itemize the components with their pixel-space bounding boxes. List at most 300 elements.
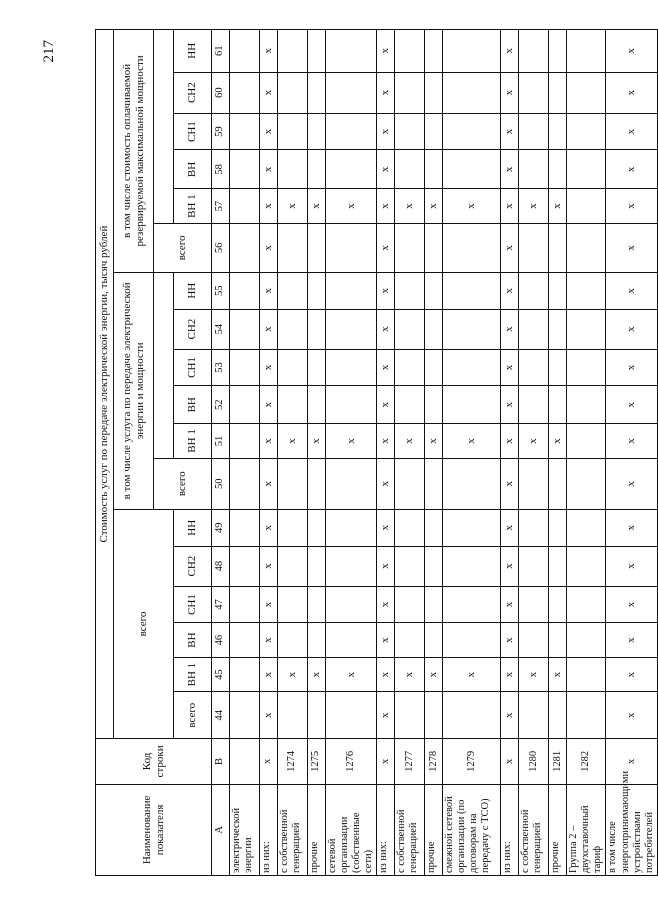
- table-cell: х: [308, 424, 326, 459]
- table-cell: [278, 309, 308, 349]
- row-name: из них:: [377, 784, 395, 875]
- table-cell: х: [501, 657, 519, 692]
- table-cell: [549, 586, 567, 623]
- table-cell: [395, 309, 425, 349]
- table-cell: [443, 349, 501, 386]
- table-cell: [519, 150, 549, 189]
- row-code: 1274: [278, 739, 308, 785]
- table-cell: х: [260, 272, 278, 309]
- table-cell: [278, 72, 308, 113]
- table-cell: [549, 349, 567, 386]
- header-level: СН2: [174, 309, 212, 349]
- header-sub-total: всего: [154, 223, 212, 272]
- table-cell: [425, 150, 443, 189]
- table-cell: [567, 349, 606, 386]
- table-cell: х: [549, 424, 567, 459]
- table-cell: [395, 113, 425, 150]
- table-cell: х: [501, 309, 519, 349]
- table-cell: х: [501, 223, 519, 272]
- table-cell: х: [377, 458, 395, 509]
- table-cell: [443, 223, 501, 272]
- header-letter-a: А: [212, 784, 230, 875]
- table-cell: [395, 509, 425, 546]
- header-level: ВН 1: [174, 424, 212, 459]
- table-cell: [308, 692, 326, 739]
- header-row-code: Код строки: [96, 739, 212, 785]
- row-code: 1275: [308, 739, 326, 785]
- table-cell: [425, 72, 443, 113]
- row-code: 1280: [519, 739, 549, 785]
- table-cell: х: [260, 349, 278, 386]
- column-number: 44: [212, 692, 230, 739]
- table-cell: [230, 509, 260, 546]
- table-cell: х: [260, 309, 278, 349]
- table-cell: [308, 30, 326, 73]
- row-name: из них:: [501, 784, 519, 875]
- column-number: 52: [212, 386, 230, 424]
- table-cell: х: [519, 424, 549, 459]
- table-cell: х: [260, 586, 278, 623]
- row-code: 1281: [549, 739, 567, 785]
- table-cell: х: [260, 113, 278, 150]
- header-level: ВН: [174, 623, 212, 658]
- table-cell: [326, 349, 377, 386]
- table-cell: х: [326, 424, 377, 459]
- table-cell: х: [501, 692, 519, 739]
- table-cell: [230, 349, 260, 386]
- table-row: [549, 30, 567, 876]
- table-cell: [395, 223, 425, 272]
- table-cell: [308, 309, 326, 349]
- table-cell: х: [308, 657, 326, 692]
- table-cell: [308, 113, 326, 150]
- column-number: 46: [212, 623, 230, 658]
- table-cell: х: [377, 189, 395, 224]
- table-cell: х: [606, 349, 657, 386]
- table-row: [308, 30, 326, 876]
- table-cell: [278, 692, 308, 739]
- table-cell: [443, 546, 501, 586]
- table-cell: х: [377, 657, 395, 692]
- table-cell: х: [606, 272, 657, 309]
- table-cell: х: [425, 189, 443, 224]
- table-cell: х: [326, 657, 377, 692]
- table-cell: [395, 30, 425, 73]
- table-cell: х: [501, 386, 519, 424]
- table-row: [260, 30, 278, 876]
- table-cell: [425, 223, 443, 272]
- table-cell: х: [501, 113, 519, 150]
- table-row: [501, 30, 519, 876]
- table-row: [425, 30, 443, 876]
- header-level: СН1: [174, 349, 212, 386]
- table-cell: [519, 458, 549, 509]
- column-number: 48: [212, 546, 230, 586]
- table-cell: х: [377, 623, 395, 658]
- table-cell: [519, 546, 549, 586]
- table-cell: [567, 458, 606, 509]
- table-cell: [278, 586, 308, 623]
- table-cell: [308, 272, 326, 309]
- table-cell: х: [260, 623, 278, 658]
- table-cell: [519, 692, 549, 739]
- table-cell: х: [395, 424, 425, 459]
- table-cell: х: [377, 349, 395, 386]
- table-cell: [549, 386, 567, 424]
- table-cell: [443, 309, 501, 349]
- header-incl-reserved: в том числе стоимость оплачиваемой резервируемой максимальной мощности: [114, 30, 154, 273]
- header-level: ВН 1: [174, 189, 212, 224]
- row-code: х: [377, 739, 395, 785]
- table-cell: [443, 509, 501, 546]
- table-cell: [425, 30, 443, 73]
- table-cell: х: [377, 692, 395, 739]
- table-cell: [425, 546, 443, 586]
- table-cell: [567, 309, 606, 349]
- table-cell: х: [260, 458, 278, 509]
- table-row: [606, 30, 657, 876]
- table-row: [326, 30, 377, 876]
- table-cell: х: [278, 424, 308, 459]
- table-cell: х: [549, 657, 567, 692]
- table-cell: х: [501, 272, 519, 309]
- table-cell: [230, 458, 260, 509]
- table-cell: [549, 150, 567, 189]
- table-cell: [326, 150, 377, 189]
- table-row: [395, 30, 425, 876]
- table-cell: [425, 349, 443, 386]
- table-cell: [308, 386, 326, 424]
- column-number: 58: [212, 150, 230, 189]
- table-cell: х: [606, 223, 657, 272]
- table-cell: [425, 586, 443, 623]
- table-cell: х: [549, 189, 567, 224]
- table-cell: [425, 458, 443, 509]
- table-cell: х: [395, 189, 425, 224]
- table-cell: [425, 692, 443, 739]
- table-cell: [567, 692, 606, 739]
- row-name: Группа 2 – двухставочный тариф: [567, 784, 606, 875]
- table-cell: [443, 150, 501, 189]
- table-cell: [278, 546, 308, 586]
- table-cell: х: [260, 424, 278, 459]
- row-name: электрической энергии: [230, 784, 260, 875]
- table-cell: х: [606, 30, 657, 73]
- header-empty: [154, 30, 174, 224]
- header-sub-total: всего: [154, 458, 212, 509]
- table-cell: [326, 309, 377, 349]
- row-code: 1279: [443, 739, 501, 785]
- table-cell: [395, 349, 425, 386]
- row-name: с собственной генерацией: [395, 784, 425, 875]
- table-cell: х: [377, 509, 395, 546]
- row-name: прочие: [425, 784, 443, 875]
- table-cell: [567, 223, 606, 272]
- table-row: [278, 30, 308, 876]
- table-cell: [443, 72, 501, 113]
- table-cell: [230, 150, 260, 189]
- column-number: 59: [212, 113, 230, 150]
- table-cell: [443, 692, 501, 739]
- table-cell: х: [377, 309, 395, 349]
- header-incl-transmission: в том числе услуга по передаче электрической энергии и мощности: [114, 272, 154, 509]
- header-level: ВН: [174, 386, 212, 424]
- table-cell: [519, 623, 549, 658]
- table-cell: [278, 458, 308, 509]
- table-cell: [278, 272, 308, 309]
- column-number: 55: [212, 272, 230, 309]
- table-cell: [230, 424, 260, 459]
- table-cell: х: [606, 113, 657, 150]
- table-cell: [308, 546, 326, 586]
- header-level: НН: [174, 509, 212, 546]
- table-cell: х: [606, 623, 657, 658]
- table-cell: [278, 223, 308, 272]
- header-letter-b: В: [212, 739, 230, 785]
- table-cell: [425, 309, 443, 349]
- table-cell: [519, 309, 549, 349]
- table-cell: [395, 458, 425, 509]
- table-cell: х: [501, 586, 519, 623]
- table-cell: х: [443, 189, 501, 224]
- table-cell: [308, 458, 326, 509]
- table-cell: х: [606, 72, 657, 113]
- table-cell: [278, 623, 308, 658]
- table-cell: х: [377, 150, 395, 189]
- table-cell: [519, 113, 549, 150]
- table-cell: [230, 657, 260, 692]
- header-level: СН2: [174, 546, 212, 586]
- header-cost-group: Стоимость услуг по передаче электрической энергии, тысяч рублей: [96, 30, 114, 739]
- table-cell: х: [606, 458, 657, 509]
- table-cell: [278, 349, 308, 386]
- table-cell: х: [377, 223, 395, 272]
- row-code: х: [501, 739, 519, 785]
- table-cell: х: [260, 189, 278, 224]
- column-number: 57: [212, 189, 230, 224]
- table-cell: [395, 72, 425, 113]
- table-cell: [443, 386, 501, 424]
- table-cell: х: [377, 424, 395, 459]
- row-code: х: [260, 739, 278, 785]
- table-cell: [278, 113, 308, 150]
- header-level: СН1: [174, 586, 212, 623]
- table-cell: х: [501, 623, 519, 658]
- table-cell: [308, 509, 326, 546]
- table-cell: [230, 586, 260, 623]
- table-cell: [230, 189, 260, 224]
- table-cell: [326, 458, 377, 509]
- table-cell: [230, 546, 260, 586]
- row-code: 1276: [326, 739, 377, 785]
- table-cell: х: [501, 150, 519, 189]
- table-cell: [549, 623, 567, 658]
- header-level: ВН: [174, 150, 212, 189]
- row-name: с собственной генерацией: [278, 784, 308, 875]
- table-cell: х: [606, 657, 657, 692]
- table-cell: [326, 30, 377, 73]
- row-name: сетевой организации (собственные сети): [326, 784, 377, 875]
- table-cell: х: [260, 150, 278, 189]
- table-cell: х: [606, 189, 657, 224]
- row-name: прочие: [308, 784, 326, 875]
- table-cell: х: [260, 72, 278, 113]
- table-cell: [443, 623, 501, 658]
- table-cell: х: [377, 272, 395, 309]
- table-cell: [395, 386, 425, 424]
- table-cell: [230, 692, 260, 739]
- table-cell: [567, 113, 606, 150]
- table-cell: [230, 113, 260, 150]
- table-cell: [567, 623, 606, 658]
- table-cell: х: [501, 72, 519, 113]
- table-cell: х: [260, 657, 278, 692]
- table-cell: [519, 509, 549, 546]
- table-cell: х: [501, 189, 519, 224]
- table-cell: [549, 272, 567, 309]
- table-cell: [326, 223, 377, 272]
- table-cell: х: [606, 386, 657, 424]
- table-cell: х: [377, 546, 395, 586]
- table-cell: [230, 623, 260, 658]
- table-cell: [443, 458, 501, 509]
- table-cell: х: [606, 586, 657, 623]
- table-cell: х: [377, 30, 395, 73]
- table-cell: х: [260, 692, 278, 739]
- table-cell: х: [377, 72, 395, 113]
- table-cell: [443, 113, 501, 150]
- table-cell: [326, 623, 377, 658]
- table-cell: [278, 509, 308, 546]
- table-cell: х: [501, 546, 519, 586]
- table-cell: [230, 309, 260, 349]
- table-cell: х: [501, 349, 519, 386]
- table-cell: [326, 113, 377, 150]
- table-cell: [395, 272, 425, 309]
- page-number: 217: [41, 40, 57, 63]
- table-cell: х: [260, 386, 278, 424]
- tariff-cost-table: [95, 29, 658, 876]
- table-cell: х: [377, 586, 395, 623]
- header-indicator-name: Наименование показателя: [96, 784, 212, 875]
- table-cell: х: [519, 189, 549, 224]
- table-cell: [326, 272, 377, 309]
- row-code: х: [606, 739, 657, 785]
- table-cell: [326, 692, 377, 739]
- header-level: НН: [174, 272, 212, 309]
- table-cell: [326, 509, 377, 546]
- row-code: [230, 739, 260, 785]
- table-cell: [567, 586, 606, 623]
- table-cell: [443, 586, 501, 623]
- table-cell: [395, 586, 425, 623]
- table-cell: [308, 349, 326, 386]
- table-cell: х: [606, 692, 657, 739]
- table-cell: [326, 586, 377, 623]
- table-cell: х: [501, 424, 519, 459]
- table-cell: х: [260, 509, 278, 546]
- table-cell: [308, 72, 326, 113]
- table-cell: х: [606, 150, 657, 189]
- table-cell: [278, 30, 308, 73]
- column-number: 49: [212, 509, 230, 546]
- table-cell: [567, 72, 606, 113]
- header-level: ВН 1: [174, 657, 212, 692]
- table-cell: [443, 30, 501, 73]
- table-cell: [549, 72, 567, 113]
- table-cell: [443, 272, 501, 309]
- table-cell: х: [501, 509, 519, 546]
- table-cell: [567, 657, 606, 692]
- table-cell: [519, 223, 549, 272]
- table-cell: [326, 386, 377, 424]
- table-cell: [549, 309, 567, 349]
- row-name: смежной сетевой организации (по договорам на передачу с ТСО): [443, 784, 501, 875]
- table-cell: х: [606, 546, 657, 586]
- table-cell: [326, 72, 377, 113]
- table-cell: х: [308, 189, 326, 224]
- table-cell: [395, 546, 425, 586]
- table-cell: х: [606, 509, 657, 546]
- table-cell: [519, 30, 549, 73]
- table-cell: [425, 113, 443, 150]
- table-cell: х: [260, 546, 278, 586]
- table-cell: [567, 424, 606, 459]
- table-cell: х: [425, 657, 443, 692]
- table-cell: [519, 349, 549, 386]
- table-cell: [567, 509, 606, 546]
- table-row: [443, 30, 501, 876]
- table-cell: х: [443, 657, 501, 692]
- table-cell: х: [377, 386, 395, 424]
- column-number: 53: [212, 349, 230, 386]
- table-cell: [549, 546, 567, 586]
- column-number: 61: [212, 30, 230, 73]
- row-name: прочие: [549, 784, 567, 875]
- column-number: 60: [212, 72, 230, 113]
- table-cell: х: [501, 30, 519, 73]
- table-cell: [567, 150, 606, 189]
- table-cell: [278, 386, 308, 424]
- table-cell: [549, 458, 567, 509]
- header-sub-total: всего: [174, 692, 212, 739]
- table-cell: [567, 546, 606, 586]
- row-name: из них:: [260, 784, 278, 875]
- table-cell: х: [425, 424, 443, 459]
- table-row: [519, 30, 549, 876]
- table-cell: х: [278, 189, 308, 224]
- table-cell: [549, 30, 567, 73]
- table-cell: [230, 386, 260, 424]
- table-cell: х: [260, 223, 278, 272]
- row-code: 1278: [425, 739, 443, 785]
- header-level: СН1: [174, 113, 212, 150]
- table-row: [567, 30, 606, 876]
- table-cell: [567, 272, 606, 309]
- table-cell: х: [377, 113, 395, 150]
- column-number: 56: [212, 223, 230, 272]
- table-cell: [230, 223, 260, 272]
- table-cell: [549, 223, 567, 272]
- row-name: в том числе энергопринимающими устройствами потребителей: [606, 784, 657, 875]
- table-cell: х: [326, 189, 377, 224]
- table-cell: [230, 72, 260, 113]
- table-cell: х: [443, 424, 501, 459]
- table-cell: [519, 272, 549, 309]
- table-cell: [278, 150, 308, 189]
- table-row: [230, 30, 260, 876]
- table-cell: [395, 692, 425, 739]
